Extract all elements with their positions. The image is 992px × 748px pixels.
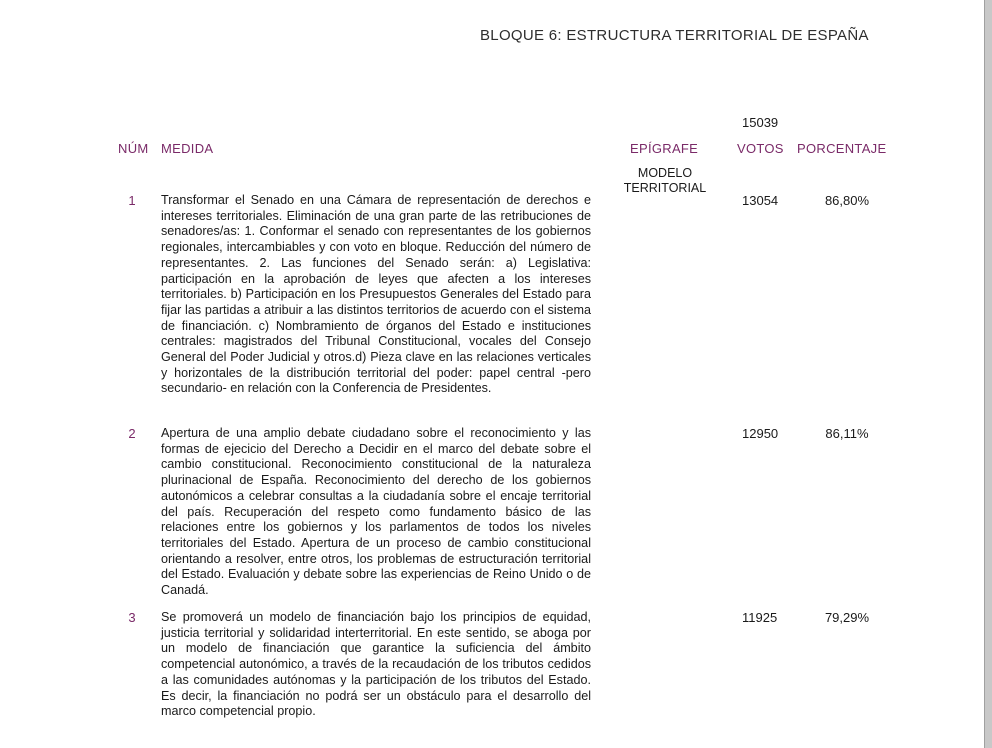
row-medida: Se promoverá un modelo de financiación bajo los principios de equidad, justicia territorial y solidaridad interterritorial. En este sentido, se aboga por un modelo de financiación que garantice la suficiencia del ámbito competencial autonómico, a través de la recaudación de los tributos cedidos a las comunidades autónomas y la participación de los tributos del Estado. Es decir, la financiación no podrá ser un obstáculo para el desarrollo del marco competencial propio. <box>161 610 591 719</box>
row-medida: Apertura de una amplio debate ciudadano sobre el reconocimiento y las formas de ejecicio del Derecho a Decidir en el marco del debate sobre el cambio constitucional. Reconocimiento constitucional de la naturaleza plurinacional de España. Reconocimiento del derecho de los gobiernos autonómicos a celebrar consultas a la ciudadanía sobre el encaje territorial del país. Recuperación del respeto como fundamento básico de las relaciones entre los gobiernos y los parlamentos de todos los niveles territoriales del Estado. Apertura de un proceso de cambio constitucional orientando a resolver, entre otros, los problemas de estructuración territorial del Estado. Evaluación y debate sobre las experiencias de Reino Unido o de Canadá. <box>161 426 591 598</box>
column-header-medida: MEDIDA <box>161 141 214 156</box>
column-header-porcentaje: PORCENTAJE <box>797 141 887 156</box>
column-header-num: NÚM <box>118 141 149 156</box>
row-number: 2 <box>128 426 136 441</box>
row-porcentaje: 86,11% <box>825 426 869 441</box>
row-medida: Transformar el Senado en una Cámara de representación de derechos e intereses territoriales. Eliminación de una gran parte de las retribuciones de senadores/as: 1. Conformar el senado con representantes de los gobiernos regionales, intercambiables y con voto en bloque. Reducción del número de representantes. 2. Las funciones del Senado serán: a) Legislativa: participación en la aprobación de leyes que afecten a los intereses territoriales. b) Participación en los Presupuestos Generales del Estado para fijar las partidas a atribuir a las distintos territorios de acuerdo con el sistema de financiación. c) Nombramiento de órganos del Estado e instituciones centrales: magistrados del Tribunal Constitucional, vocales del Consejo General del Poder Judicial y otros.d) Pieza clave en las relaciones verticales y horizontales de la distribución territorial del poder: papel central -pero secundario- en relación con la Conferencia de Presidentes. <box>161 193 591 396</box>
page-title: BLOQUE 6: ESTRUCTURA TERRITORIAL DE ESPAÑA <box>480 27 869 44</box>
total-votes: 15039 <box>742 115 779 130</box>
row-votos: 13054 <box>742 193 779 208</box>
row-number: 1 <box>128 193 136 208</box>
column-header-votos: VOTOS <box>737 141 784 156</box>
row-votos: 12950 <box>742 426 779 441</box>
row-number: 3 <box>128 610 136 625</box>
section-label: MODELO TERRITORIAL <box>623 166 707 195</box>
row-porcentaje: 86,80% <box>824 193 870 208</box>
column-header-epigrafe: EPÍGRAFE <box>630 141 699 156</box>
row-votos: 11925 <box>742 610 778 625</box>
row-porcentaje: 79,29% <box>824 610 870 625</box>
page-edge <box>984 0 992 748</box>
